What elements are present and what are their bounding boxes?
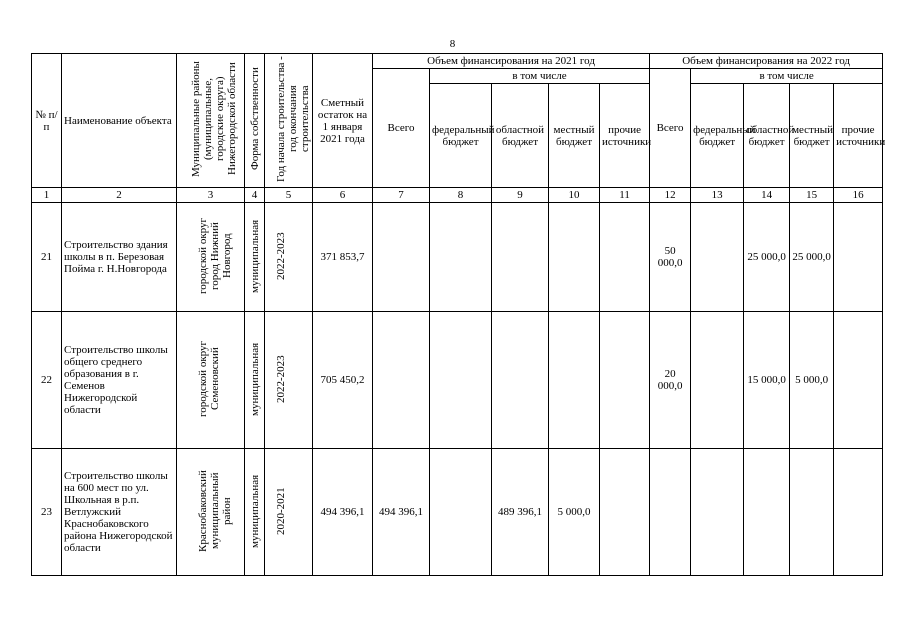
col-num: 14	[744, 188, 790, 203]
local-2021	[549, 312, 600, 449]
col-num: 10	[549, 188, 600, 203]
header-balance: Сметный остаток на 1 января 2021 года	[313, 54, 373, 188]
header-name: Наименование объекта	[62, 54, 177, 188]
years: 2022-2023	[265, 312, 313, 449]
table-row	[32, 449, 883, 576]
col-num: 16	[834, 188, 883, 203]
regional-2021	[492, 312, 549, 449]
row-num: 22	[32, 312, 62, 449]
col-num: 15	[790, 188, 834, 203]
header-federal-2022: федеральный бюджет	[691, 84, 744, 188]
district: городской округ город Нижний Новгород	[177, 203, 245, 312]
col-num: 11	[600, 188, 650, 203]
total-2021	[373, 203, 430, 312]
header-years: Год начала строительства - год окончания строительства	[265, 54, 313, 188]
other-2021	[600, 312, 650, 449]
local-2021: 5 000,0	[549, 449, 600, 576]
header-num: № п/п	[32, 54, 62, 188]
ownership: муниципальная	[245, 449, 265, 576]
district: Краснобаковский муниципальный район	[177, 449, 245, 576]
col-num: 8	[430, 188, 492, 203]
balance: 705 450,2	[313, 312, 373, 449]
page-number: 8	[449, 38, 456, 50]
federal-2021	[430, 449, 492, 576]
header-other-2022: прочие источники	[834, 84, 883, 188]
table-row	[32, 312, 883, 449]
col-num: 9	[492, 188, 549, 203]
other-2022	[834, 203, 883, 312]
col-num: 2	[62, 188, 177, 203]
local-2022: 5 000,0	[790, 312, 834, 449]
header-group-2022: Объем финансирования на 2022 год	[650, 54, 883, 69]
federal-2022	[691, 312, 744, 449]
header-ownership: Форма собственности	[245, 54, 265, 188]
object-name: Строительство школы общего среднего образования в г. Семенов Нижегородской области	[62, 312, 177, 449]
total-2022: 20 000,0	[650, 312, 691, 449]
regional-2022: 25 000,0	[744, 203, 790, 312]
years: 2020-2021	[265, 449, 313, 576]
col-num: 1	[32, 188, 62, 203]
years: 2022-2023	[265, 203, 313, 312]
header-local-2022: местный бюджет	[790, 84, 834, 188]
header-regional-2021: областной бюджет	[492, 84, 549, 188]
total-2021: 494 396,1	[373, 449, 430, 576]
regional-2022	[744, 449, 790, 576]
other-2022	[834, 312, 883, 449]
header-regional-2022: областной бюджет	[744, 84, 790, 188]
col-num: 13	[691, 188, 744, 203]
header-total-2021: Всего	[373, 69, 430, 188]
header-including-2021: в том числе	[430, 69, 650, 84]
ownership: муниципальная	[245, 203, 265, 312]
object-name: Строительство здания школы в п. Березовая Пойма г. Н.Новгорода	[62, 203, 177, 312]
ownership: муниципальная	[245, 312, 265, 449]
col-num: 12	[650, 188, 691, 203]
total-2022	[650, 449, 691, 576]
header-other-2021: прочие источники	[600, 84, 650, 188]
col-num: 4	[245, 188, 265, 203]
header-district: Муниципальные районы (муниципальные, городские округа) Нижегородской области	[177, 54, 245, 188]
header-including-2022: в том числе	[691, 69, 883, 84]
federal-2022	[691, 449, 744, 576]
other-2022	[834, 449, 883, 576]
balance: 371 853,7	[313, 203, 373, 312]
row-num: 21	[32, 203, 62, 312]
col-num: 5	[265, 188, 313, 203]
total-2022: 50 000,0	[650, 203, 691, 312]
column-number-row	[32, 188, 883, 203]
local-2022	[790, 449, 834, 576]
local-2021	[549, 203, 600, 312]
total-2021	[373, 312, 430, 449]
regional-2021: 489 396,1	[492, 449, 549, 576]
local-2022: 25 000,0	[790, 203, 834, 312]
balance: 494 396,1	[313, 449, 373, 576]
table-row	[32, 203, 883, 312]
header-local-2021: местный бюджет	[549, 84, 600, 188]
header-total-2022: Всего	[650, 69, 691, 188]
federal-2021	[430, 312, 492, 449]
financing-table	[31, 53, 886, 576]
header-group-2021: Объем финансирования на 2021 год	[373, 54, 650, 69]
header-row-1	[32, 54, 883, 69]
col-num: 3	[177, 188, 245, 203]
col-num: 7	[373, 188, 430, 203]
object-name: Строительство школы на 600 мест по ул. Школьная в р.п. Ветлужский Краснобаковского района Нижегородской области	[62, 449, 177, 576]
other-2021	[600, 203, 650, 312]
col-num: 6	[313, 188, 373, 203]
row-num: 23	[32, 449, 62, 576]
header-federal-2021: федеральный бюджет	[430, 84, 492, 188]
federal-2022	[691, 203, 744, 312]
district: городской округ Семеновский	[177, 312, 245, 449]
regional-2022: 15 000,0	[744, 312, 790, 449]
other-2021	[600, 449, 650, 576]
regional-2021	[492, 203, 549, 312]
federal-2021	[430, 203, 492, 312]
